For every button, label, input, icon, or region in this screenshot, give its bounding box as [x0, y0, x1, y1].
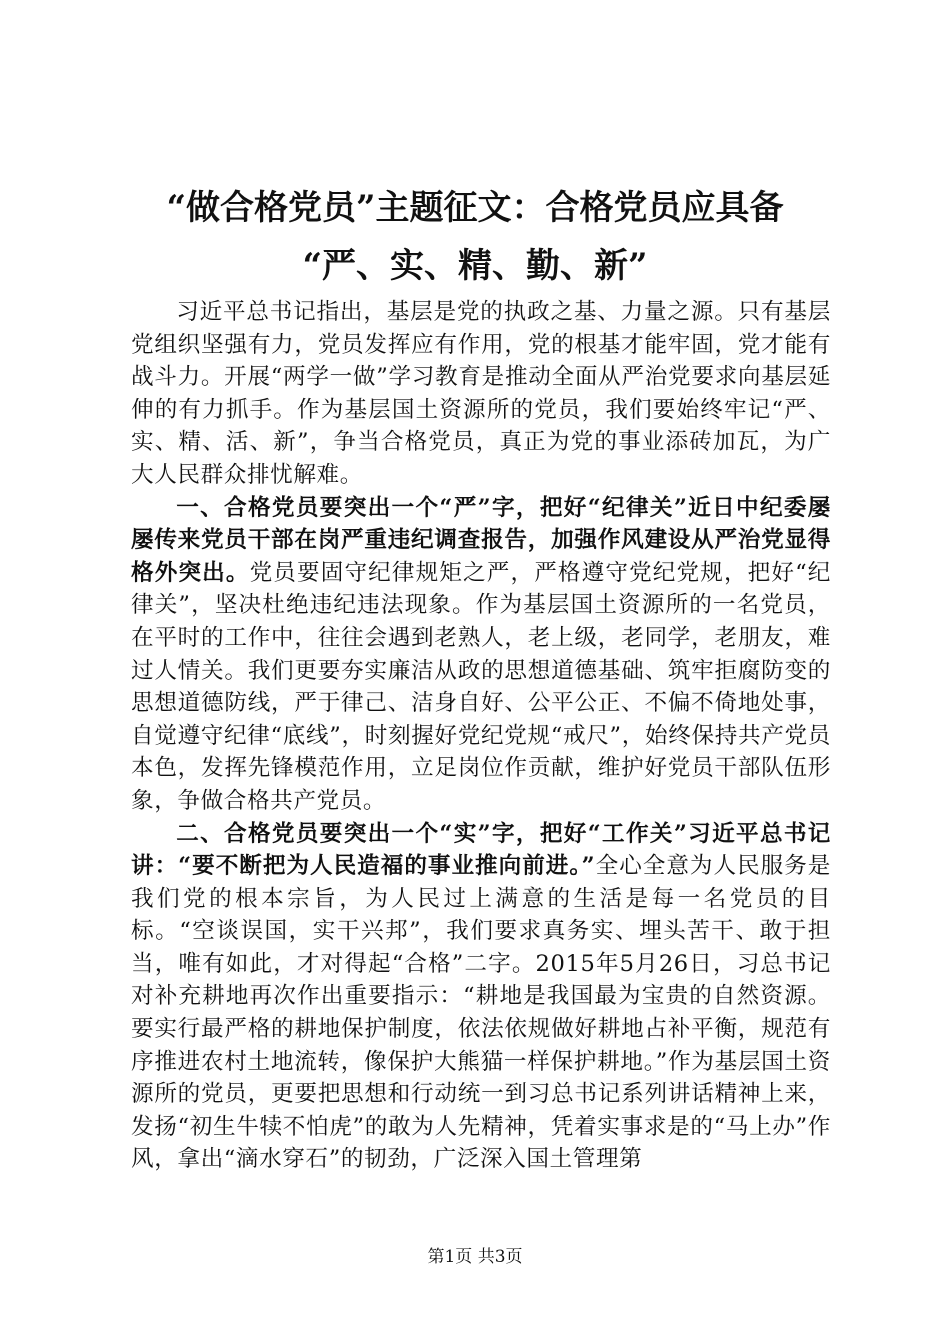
- document-title-line-2: “严、实、精、勤、新”: [302, 246, 648, 286]
- document-body: [131, 296, 831, 1176]
- page-number-footer: 第1页 共3页: [427, 1247, 523, 1267]
- document-title-line-1: “做合格党员”主题征文：合格党员应具备: [166, 188, 784, 228]
- section-heading-2: 二、合格党员要突出一个“实”字，把好“工作关”习近平总书记讲：“要不断把为人民造福的事业推向前进。”: [131, 820, 831, 880]
- paragraph-section-1: [131, 492, 831, 818]
- paragraph-text: 党员要固守纪律规矩之严，严格遵守党纪党规，把好“纪律关”，坚决杜绝违纪违法现象。作为基层国土资源所的一名党员，在平时的工作中，往往会遇到老熟人，老上级，老同学，老朋友，难过人情关。我们更要夯实廉洁从政的思想道德基础、筑牢拒腐防变的思想道德防线，严于律己、洁身自好、公平公正、不偏不倚地处事，自觉遵守纪律“底线”，时刻握好党纪党规“戒尺”，始终保持共产党员本色，发挥先锋模范作用，立足岗位作贡献，维护好党员干部队伍形象，争做合格共产党员。: [131, 559, 831, 814]
- paragraph-text: 习近平总书记指出，基层是党的执政之基、力量之源。只有基层党组织坚强有力，党员发挥应有作用，党的根基才能牢固，党才能有战斗力。开展“两学一做”学习教育是推动全面从严治党要求向基层延伸的有力抓手。作为基层国土资源所的党员，我们要始终牢记“严、实、精、活、新”，争当合格党员，真正为党的事业添砖加瓦，为广大人民群众排忧解难。: [131, 299, 831, 488]
- paragraph-intro: [131, 296, 831, 492]
- paragraph-section-2: [131, 818, 831, 1177]
- section-heading-1: 一、合格党员要突出一个“严”字，把好“纪律关”近日中纪委屡屡传来党员干部在岗严重违纪调查报告，加强作风建设从严治党显得格外突出。: [131, 494, 831, 586]
- paragraph-text: 全心全意为人民服务是我们党的根本宗旨，为人民过上满意的生活是每一名党员的目标。“空谈误国，实干兴邦”，我们要求真务实、埋头苦干、敢于担当，唯有如此，才对得起“合格”二字。2015年5月26日，习总书记对补充耕地再次作出重要指示：“耕地是我国最为宝贵的自然资源。要实行最严格的耕地保护制度，依法依规做好耕地占补平衡，规范有序推进农村土地流转，像保护大熊猫一样保护耕地。”作为基层国土资源所的党员，更要把思想和行动统一到习总书记系列讲话精神上来，发扬“初生牛犊不怕虎”的敢为人先精神，凭着实事求是的“马上办”作风，拿出“滴水穿石”的韧劲，广泛深入国土管理第: [131, 853, 831, 1173]
